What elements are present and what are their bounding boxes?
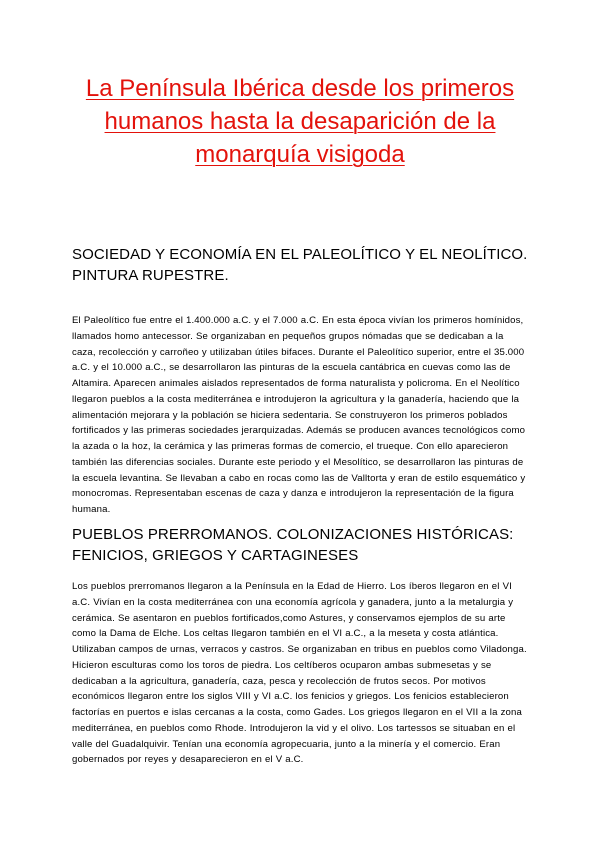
section-heading-prerromanos: PUEBLOS PRERROMANOS. COLONIZACIONES HISTÓRICAS: FENICIOS, GRIEGOS Y CARTAGINESES [72, 526, 514, 564]
document-title: La Península Ibérica desde los primeros humanos hasta la desaparición de la monarquía visigoda [85, 75, 515, 168]
section-heading-paleolitico: SOCIEDAD Y ECONOMÍA EN EL PALEOLÍTICO Y EL NEOLÍTICO. PINTURA RUPESTRE. [72, 246, 528, 284]
section-body-prerromanos: Los pueblos prerromanos llegaron a la Península en la Edad de Hierro. Los íberos llegaron en el VI a.C. Vivían en la costa mediterránea con una economía agrícola y ganadera, junto a la metalurgia y cerámica. Se asentaron en pueblos fortificados,como Astures, y conservamos ejemplos de su arte como la Dama de Elche. Los celtas llegaron también en el VI a.C., a la meseta y costa atlántica. Utilizaban campos de urnas, verracos y castros. Se organizaban en tribus en pueblos como Viladonga. Hicieron esculturas como los toros de piedra. Los celtíberos ocuparon ambas submesetas y se dedicaban a la agricultura, ganadería, caza, pesca y recolección de frutos secos. Por motivos económicos llegaron entre los siglos VIII y VI a.C. los fenicios y griegos. Los fenicios establecieron factorías en puertos e islas cercanas a la costa, como Gades. Los griegos llegaron en el VII a la zona mediterránea, en pueblos como Rhode. Introdujeron la vid y el olivo. Los tartessos se situaban en el valle del Guadalquivir. Tenían una economía agropecuaria, junto a la minería y el comercio. Eran gobernados por reyes y desaparecieron en el V a.C. [72, 581, 527, 766]
section-body-paleolitico: El Paleolítico fue entre el 1.400.000 a.C. y el 7.000 a.C. En esta época vivían los primeros homínidos, llamados homo antecessor. Se organizaban en pequeños grupos nómadas que se dedicaban a la caza, recolección y carroñeo y utilizaban útiles bifaces. Durante el Paleolítico superior, entre el 35.000 a.C. y el 10.000 a.C., se desarrollaron las pinturas de la escuela cantábrica en cuevas como las de Altamira. Aparecen animales aislados representados de forma naturalista y policroma. En el Neolítico llegaron pueblos a la costa mediterránea e introdujeron la agricultura y la ganadería, haciendo que la alimentación mejorara y la población se hiciera sedentaria. Se construyeron los primeros poblados fortificados y las primeras sociedades jerarquizadas. Además se producen avances tecnológicos como la azada o la hoz, la cerámica y las primeras formas de comercio, el trueque. Con ello aparecieron también las diferencias sociales. Durante este periodo y el Mesolítico, se desarrollaron las pinturas de la escuela levantina. Se llevaban a cabo en rocas como las de Valltorta y eran de estilo esquemático y monocromas. Representaban escenas de caza y danza e introdujeron la representación de la figura humana. [72, 315, 526, 515]
